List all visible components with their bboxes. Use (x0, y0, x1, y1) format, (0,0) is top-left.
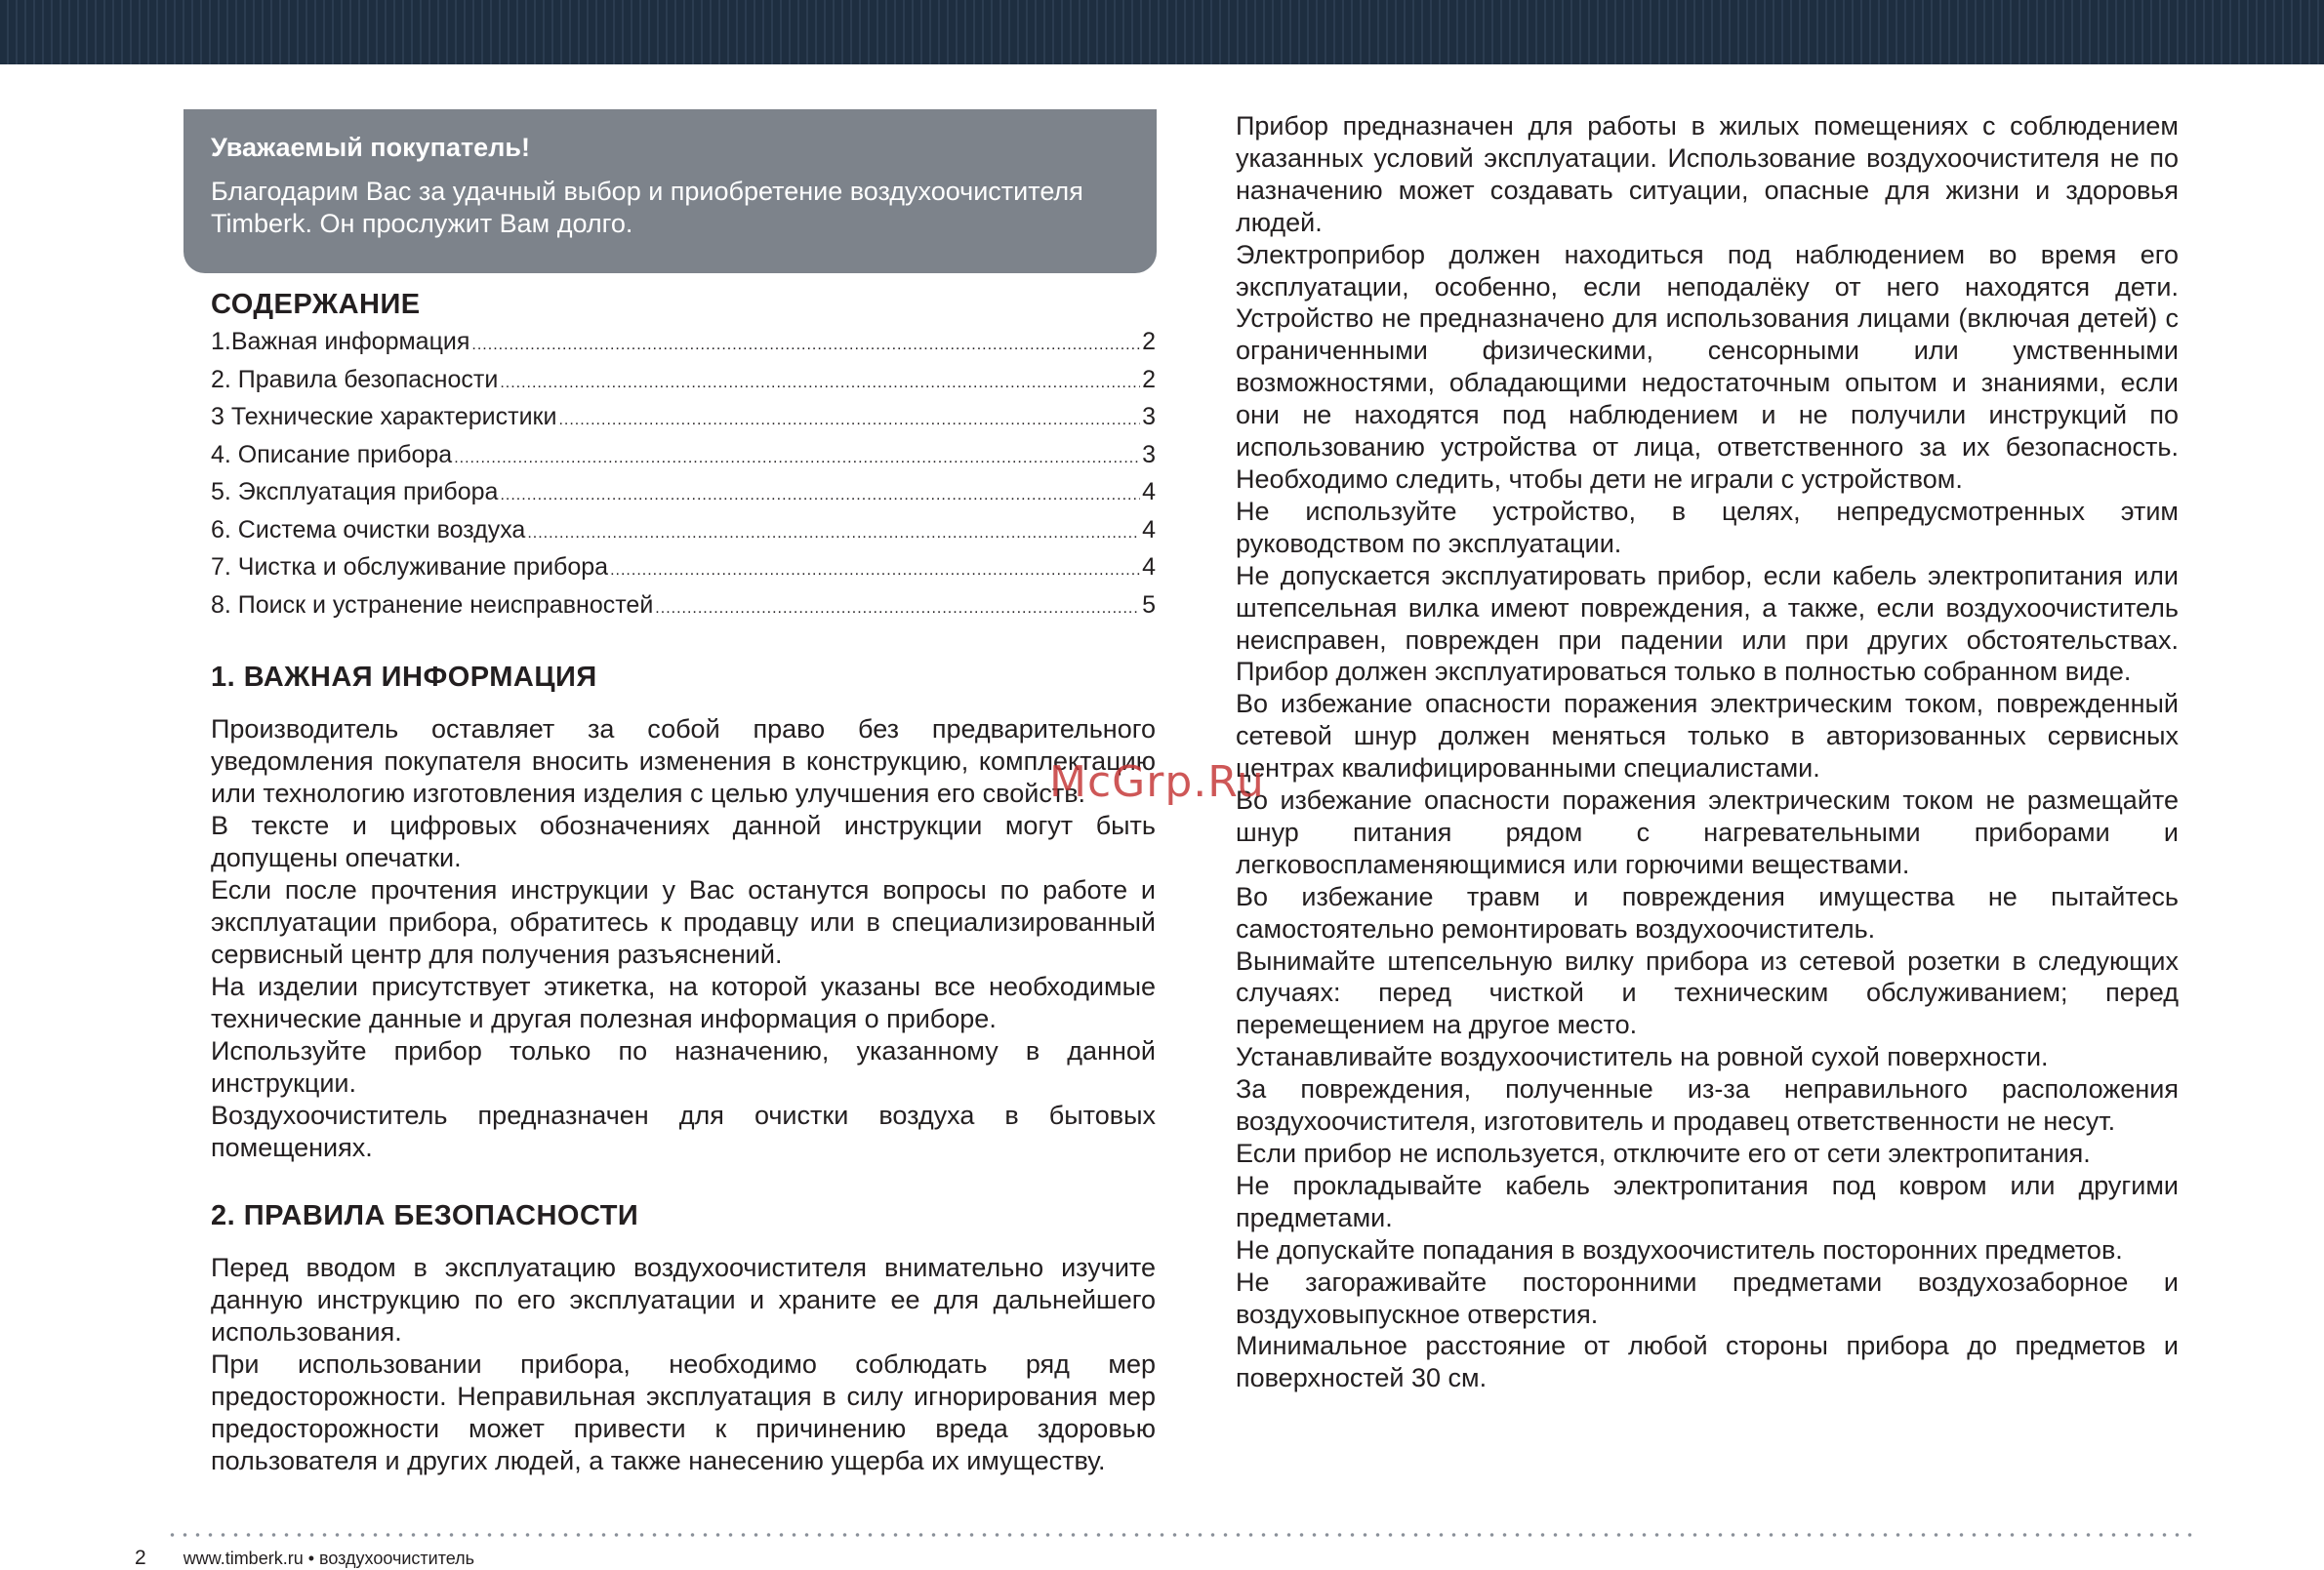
paragraph: Не прокладывайте кабель электропитания под ковром или другими предметами. (1236, 1170, 2179, 1232)
toc-item-page: 4 (1142, 515, 1156, 543)
toc-leader-dots (500, 479, 1140, 513)
toc-item (211, 438, 1156, 476)
paragraph: При использовании прибора, необходимо соблюдать ряд мер предосторожности. Неправильная эксплуатация в силу игнорирования мер предосторожности может привести к причинению вреда здоровью пользователя и других людей, а также нанесению ущерба их имуществу. (211, 1349, 1156, 1475)
toc-item (211, 513, 1156, 551)
page-footer (135, 1548, 474, 1569)
toc-leader-dots (500, 367, 1140, 401)
toc-leader-dots (527, 517, 1140, 551)
paragraph: Не допускайте попадания в воздухоочиститель посторонних предметов. (1236, 1234, 2123, 1265)
greeting-title: Уважаемый покупатель! (211, 133, 530, 162)
left-column (211, 286, 1156, 1477)
toc-item (211, 363, 1156, 401)
toc-item-page: 2 (1142, 365, 1156, 393)
section-important-info (211, 659, 1156, 1164)
paragraph: Перед вводом в эксплуатацию воздухоочистителя внимательно изучите данную инструкцию по его эксплуатации и храните ее для дальнейшего использования. (211, 1253, 1156, 1347)
paragraph: Не используйте устройство, в целях, непредусмотренных этим руководством по эксплуатации. (1236, 496, 2179, 558)
toc-item-page: 5 (1142, 590, 1156, 619)
toc-leader-dots (655, 592, 1140, 626)
paragraph: Если прибор не используется, отключите его от сети электропитания. (1236, 1139, 2091, 1168)
paragraph: Воздухоочиститель предназначен для очистки воздуха в бытовых помещениях. (211, 1101, 1156, 1162)
paragraph: Электроприбор должен находиться под наблюдением во время его эксплуатации, особенно, если неподалёку от него находятся дети. Устройство не предназначено для использования лицами (включая детей) с ограниченными физическими, сенсорными или умственными возможностями, обладающими недостаточным опытом и знаниями, если они не находятся под наблюдением и не получили инструкций по использованию устройства от лица, ответственного за их безопасность. Необходимо следить, чтобы дети не играли с устройством. (1236, 239, 2179, 494)
toc-item-page: 3 (1142, 403, 1156, 430)
toc-leader-dots (610, 554, 1140, 588)
paragraph: Во избежание опасности поражения электрическим током не размещайте шнур питания рядом с нагревательными приборами и легковоспламеняющимися или горючими веществами. (1236, 785, 2179, 879)
page-number: 2 (135, 1547, 146, 1569)
watermark: McGrp.Ru (1049, 757, 1265, 807)
paragraph: Если после прочтения инструкции у Вас останутся вопросы по работе и эксплуатации прибора, обратитесь к продавцу или в специализированный сервисный центр для получения разъяснений. (211, 875, 1156, 969)
paragraph: За повреждения, полученные из-за неправильного расположения воздухоочистителя, изготовитель и продавец ответственности не несут. (1236, 1074, 2179, 1137)
toc-item-label: 6. Система очистки воздуха (211, 515, 526, 543)
toc-leader-dots (454, 442, 1140, 476)
paragraph: Не допускается эксплуатировать прибор, если кабель электропитания или штепсельная вилка имеют повреждения, а также, если воздухоочиститель неисправен, поврежден при падении или при других обстоятельствах. Прибор должен эксплуатироваться только в полностью собранном виде. (1236, 560, 2179, 687)
footer-divider (166, 1533, 2196, 1537)
toc-title: СОДЕРЖАНИЕ (211, 289, 421, 320)
toc-item-page: 4 (1142, 553, 1156, 581)
section-safety-rules (211, 1197, 1156, 1477)
toc-item-page: 3 (1142, 440, 1156, 468)
toc-item-label: 2. Правила безопасности (211, 365, 499, 393)
toc-item-label: 3 Технические характеристики (211, 403, 557, 430)
paragraph: Вынимайте штепсельную вилку прибора из сетевой розетки в следующих случаях: перед чисткой и техническим обслуживанием; перед перемещением на другое место. (1236, 946, 2179, 1040)
toc-item-label: 1.Важная информация (211, 328, 470, 355)
toc-item (211, 325, 1156, 363)
section-1-title: 1. ВАЖНАЯ ИНФОРМАЦИЯ (211, 662, 597, 693)
toc-item-label: 5. Эксплуатация прибора (211, 478, 499, 505)
section-2-title: 2. ПРАВИЛА БЕЗОПАСНОСТИ (211, 1200, 639, 1231)
toc-item (211, 550, 1156, 588)
toc-leader-dots (558, 404, 1140, 438)
table-of-contents (211, 286, 1156, 625)
paragraph: Производитель оставляет за собой право без предварительного уведомления покупателя вносить изменения в конструкцию, комплектацию или технологию изготовления изделия с целью улучшения его свойств. (211, 714, 1156, 808)
header-bar (0, 0, 2324, 64)
paragraph: Не загораживайте посторонними предметами воздухозаборное и воздуховыпускное отверстия. (1236, 1267, 2179, 1329)
toc-item (211, 475, 1156, 513)
paragraph: Во избежание травм и повреждения имущества не пытайтесь самостоятельно ремонтировать воздухоочиститель. (1236, 881, 2179, 944)
toc-item (211, 588, 1156, 626)
greeting-text: Благодарим Вас за удачный выбор и приобретение воздухоочистителя Timberk. Он прослужит Вам долго. (211, 177, 1083, 238)
paragraph: Во избежание опасности поражения электрическим током, поврежденный сетевой шнур должен меняться только в авторизованных сервисных центрах квалифицированными специалистами. (1236, 689, 2179, 784)
paragraph: Устанавливайте воздухоочиститель на ровной сухой поверхности. (1236, 1042, 2049, 1072)
paragraph: Используйте прибор только по назначению, указанному в данной инструкции. (211, 1036, 1156, 1098)
paragraph: Прибор предназначен для работы в жилых помещениях с соблюдением указанных условий эксплуатации. Использование воздухоочистителя не по назначению может создавать ситуации, опасные для жизни и здоровья людей. (1236, 111, 2179, 237)
toc-item-page: 2 (1142, 328, 1156, 355)
toc-item-label: 4. Описание прибора (211, 440, 453, 468)
toc-item (211, 400, 1156, 438)
right-column (1236, 110, 2179, 1394)
paragraph: На изделии присутствует этикетка, на которой указаны все необходимые технические данные и другая полезная информация о приборе. (211, 972, 1156, 1033)
toc-leader-dots (471, 329, 1140, 363)
footer-text: www.timberk.ru • воздухоочиститель (183, 1549, 475, 1568)
toc-item-page: 4 (1142, 478, 1156, 505)
toc-item-label: 8. Поиск и устранение неисправностей (211, 590, 654, 619)
greeting-box (183, 109, 1157, 273)
paragraph: Минимальное расстояние от любой стороны прибора до предметов и поверхностей 30 см. (1236, 1331, 2179, 1393)
toc-item-label: 7. Чистка и обслуживание прибора (211, 553, 609, 581)
paragraph: В тексте и цифровых обозначениях данной инструкции могут быть допущены опечатки. (211, 811, 1156, 872)
